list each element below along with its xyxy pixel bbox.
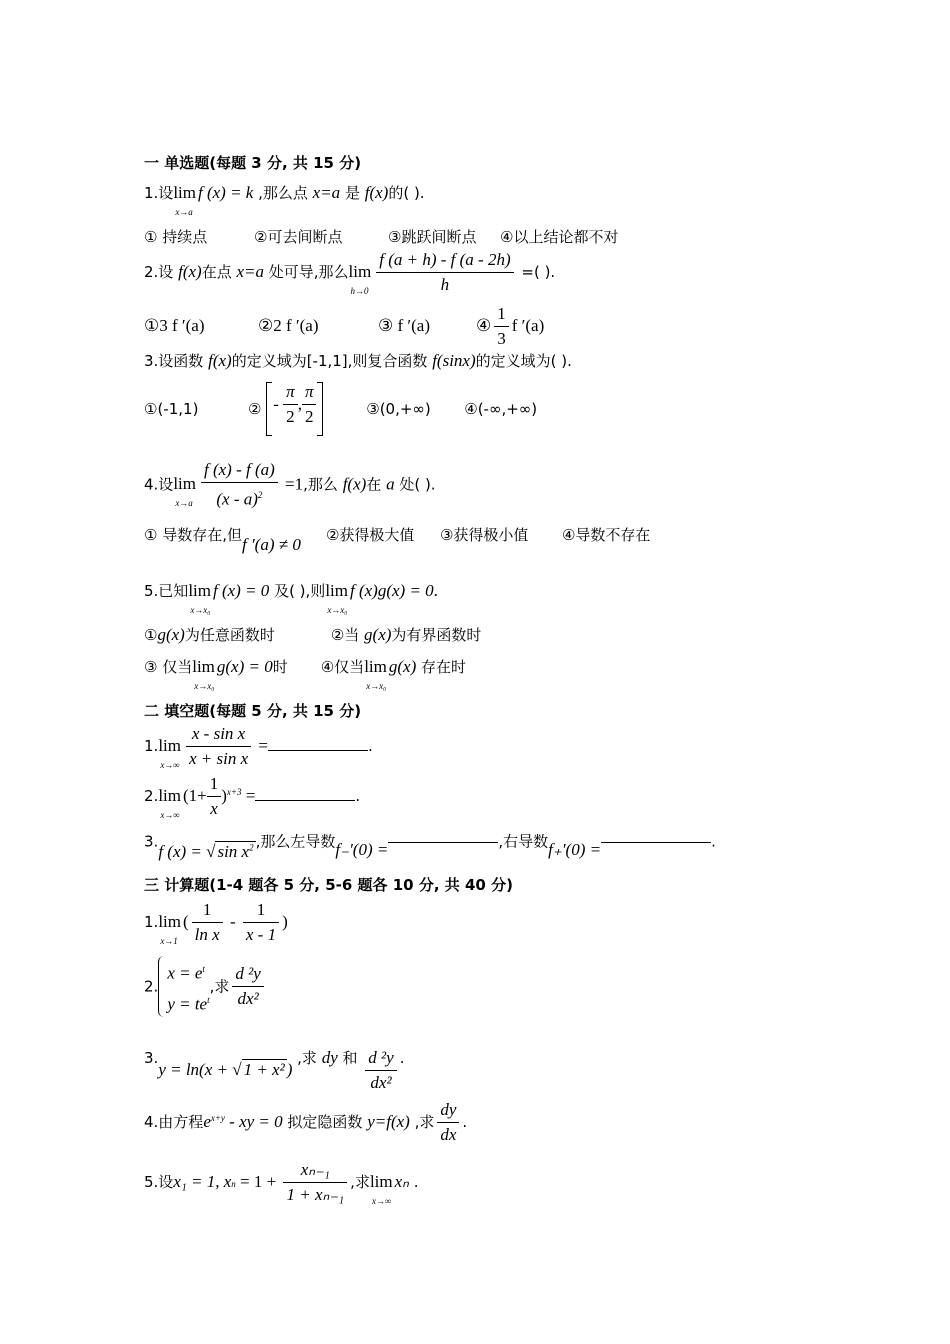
- param-x-exponent: t: [202, 964, 205, 974]
- period: .: [399, 1049, 405, 1067]
- fraction: [283, 1160, 347, 1205]
- interval-bracket: [266, 382, 323, 436]
- question-2-2: [144, 774, 360, 819]
- fraction-numerator: d ²y: [232, 964, 263, 987]
- limit-subscript: x→x₀: [190, 605, 211, 615]
- q-suffix: 处( ).: [394, 475, 436, 494]
- fraction-denominator: [201, 483, 278, 510]
- answer-blank[interactable]: [601, 842, 711, 843]
- limit: lim x→1: [158, 911, 181, 943]
- math-var: g(x): [157, 625, 185, 644]
- limit: lim x→∞: [158, 785, 181, 817]
- math-var: a: [386, 474, 395, 494]
- math-var: g(x): [364, 625, 392, 644]
- question-2-1: [144, 724, 373, 769]
- option-4-suffix: 存在时: [416, 658, 467, 676]
- question-1-5-options-a: [144, 624, 481, 646]
- q-text: ,右导数: [498, 832, 549, 851]
- option-3: ③跳跃间断点: [388, 228, 477, 246]
- fraction: [232, 964, 263, 1009]
- fraction: [207, 774, 222, 819]
- option-4: ④导数不存在: [561, 526, 651, 544]
- math-expr: - xy = 0: [224, 1112, 283, 1131]
- exponent: x+y: [210, 1113, 225, 1123]
- limit: lim h→0: [349, 261, 372, 293]
- fraction: [243, 900, 279, 945]
- math-var: f(x): [208, 351, 232, 370]
- q-prefix: 5.设: [144, 1173, 174, 1191]
- fraction-denominator: x + sin x: [188, 749, 249, 768]
- math-expr: f (x)g(x) = 0: [349, 581, 434, 600]
- question-1-4-options: [144, 524, 651, 554]
- option-1-num: ①: [144, 626, 158, 644]
- q-prefix: 3.设函数: [144, 352, 209, 370]
- math-expr: g(x): [388, 657, 417, 676]
- limit: lim x→a: [173, 182, 196, 214]
- math-var: f(sinx): [432, 351, 476, 370]
- limit: lim x→x₀: [188, 580, 211, 612]
- paren-close: ): [282, 912, 288, 931]
- q-text: 及( ),则: [269, 582, 326, 600]
- answer-blank[interactable]: [268, 749, 368, 751]
- minus-sign: -: [225, 912, 240, 931]
- fraction-numerator: 1: [207, 774, 222, 797]
- option-2: ②获得极大值: [325, 526, 415, 544]
- period: .: [355, 787, 361, 805]
- option-3: ③(0,+∞): [366, 400, 431, 418]
- radicand: 1 + x²: [243, 1060, 285, 1079]
- fraction-denominator: dx²: [237, 989, 259, 1009]
- limit-subscript: x→∞: [160, 760, 180, 770]
- subscript: n: [231, 1179, 236, 1189]
- exponent: x+3: [226, 787, 242, 797]
- q-text: ,求: [409, 1113, 435, 1131]
- fraction-numerator: xₙ₋₁: [283, 1160, 347, 1183]
- option-3: ③ f ′(a): [378, 316, 430, 335]
- param-y-exponent: t: [207, 994, 210, 1005]
- option-4: ④: [476, 316, 492, 335]
- q-text: 拟定隐函数: [282, 1113, 368, 1131]
- q-prefix: 2.设: [144, 263, 179, 281]
- fraction: [283, 382, 298, 427]
- q-suffix: 的( ).: [388, 184, 425, 202]
- limit-subscript: x→∞: [160, 810, 180, 820]
- fraction: [365, 1048, 396, 1093]
- q-prefix: 3.: [144, 832, 159, 851]
- period: .: [711, 832, 716, 851]
- q-text: ,那么左导数: [255, 832, 336, 851]
- fraction: [186, 724, 251, 769]
- question-1-1: [144, 182, 425, 217]
- param-x: x = e: [167, 963, 203, 983]
- limit: lim x→x₀: [325, 580, 348, 612]
- question-1-3: [144, 350, 572, 372]
- fraction-denominator: 3: [497, 329, 506, 348]
- q-text: 处可导,那么: [264, 263, 349, 281]
- question-1-3-options: [144, 382, 537, 438]
- fraction-denominator: 2: [286, 407, 295, 426]
- right-derivative: f₊′(0) =: [548, 839, 602, 859]
- option-1: ①3 f ′(a): [144, 316, 205, 335]
- fraction-numerator: 1: [192, 900, 223, 923]
- q-text: 和: [337, 1049, 363, 1067]
- q-text: ,求: [350, 1173, 370, 1191]
- paren-open: (: [182, 912, 189, 931]
- fraction-denominator: ln x: [194, 925, 220, 944]
- period: .: [408, 1173, 419, 1191]
- fraction-numerator: f (x) - f (a): [201, 460, 278, 483]
- math-var: y=f(x): [367, 1112, 410, 1131]
- math-var: f(x): [178, 262, 202, 281]
- option-4: ④(-∞,+∞): [464, 400, 538, 418]
- fraction-denominator: 2: [304, 407, 314, 426]
- option-2-num: ②当: [330, 626, 365, 644]
- fraction-numerator: 1: [494, 304, 509, 327]
- math-eq: =: [241, 786, 256, 805]
- math-expr: f (x) =: [158, 841, 207, 861]
- question-2-3: [144, 826, 716, 861]
- option-2: ②: [248, 400, 262, 418]
- fraction-denominator: x - 1: [245, 925, 277, 944]
- option-2-text: 为有界函数时: [391, 626, 482, 644]
- fraction: [437, 1100, 459, 1145]
- fraction-denominator: dx: [440, 1125, 457, 1144]
- option-1: ①(-1,1): [144, 400, 199, 418]
- period: .: [367, 737, 373, 755]
- limit: lim x→x₀: [364, 656, 387, 688]
- paren-close: ): [221, 786, 227, 805]
- q-text: 是: [340, 184, 365, 202]
- question-1-2-options: [144, 304, 544, 349]
- limit-subscript: x→a: [175, 498, 193, 509]
- fraction-numerator: π: [283, 382, 298, 405]
- question-3-4: [144, 1100, 467, 1145]
- q-prefix: 4.设: [144, 475, 174, 494]
- option-4-expr: f ′(a): [511, 316, 545, 335]
- option-2: ②可去间断点: [254, 228, 343, 246]
- answer-blank[interactable]: [388, 842, 498, 843]
- q-prefix: 2.: [144, 977, 159, 996]
- limit-subscript: x→∞: [371, 1196, 392, 1206]
- answer-blank[interactable]: [255, 799, 355, 801]
- q-text: 在: [366, 475, 387, 494]
- fraction-numerator: d ²y: [365, 1048, 396, 1071]
- fraction: [494, 304, 509, 349]
- question-3-5: [144, 1160, 419, 1205]
- q-text: 在点: [201, 263, 237, 281]
- option-4: ④以上结论都不对: [500, 228, 619, 246]
- option-1-expr: f ′(a) ≠ 0: [241, 535, 301, 554]
- option-3-suffix: 时: [272, 658, 288, 676]
- math-var: x=a: [312, 183, 341, 202]
- fraction-denominator: dx²: [370, 1073, 392, 1092]
- math-var: f(x): [342, 474, 367, 494]
- fraction: [376, 250, 513, 295]
- option-4-text: ④仅当: [320, 658, 365, 676]
- q-prefix: 1.: [144, 737, 159, 755]
- q-text: ,求: [209, 977, 230, 996]
- option-1: ① 导数存在,但: [144, 526, 242, 544]
- math-var: x=a: [236, 262, 264, 281]
- limit: lim x→x₀: [192, 656, 215, 688]
- sqrt-radicand: [215, 841, 255, 861]
- option-3: ③获得极小值: [439, 526, 529, 544]
- math-eq: =1: [280, 474, 304, 494]
- limit-subscript: x→1: [160, 936, 178, 946]
- q-prefix: 3.: [144, 1049, 159, 1067]
- question-1-4: [144, 460, 436, 510]
- math-base: e: [203, 1112, 211, 1131]
- math-eq: =: [254, 736, 268, 755]
- math-expr-block: y = ln(x + √ 1 + x² ): [158, 1060, 293, 1079]
- math-var: xₙ: [394, 1172, 409, 1191]
- fraction-numerator: dy: [437, 1100, 459, 1123]
- fraction-numerator: π: [302, 382, 317, 405]
- q-prefix: 4.由方程: [144, 1113, 204, 1131]
- question-3-2: [144, 956, 267, 1017]
- period: .: [462, 1113, 468, 1131]
- section-title-computation: 三 计算题(1-4 题各 5 分, 5-6 题各 10 分, 共 40 分): [144, 876, 513, 894]
- math-var: f(x): [364, 183, 389, 202]
- question-3-1: [144, 900, 288, 945]
- limit: lim x→∞: [370, 1171, 393, 1203]
- option-2: ②2 f ′(a): [258, 316, 319, 335]
- math-expr: f (x) = 0: [212, 581, 270, 600]
- fraction-numerator: x - sin x: [186, 724, 251, 747]
- minus-sign: -: [273, 394, 284, 414]
- math-var: dy: [321, 1048, 338, 1067]
- math-expr: g(x) = 0: [216, 657, 273, 676]
- fraction-denominator: 1 + xₙ₋₁: [286, 1185, 345, 1204]
- math-expr: x₁ = 1, x: [173, 1172, 232, 1191]
- limit: lim x→a: [173, 473, 196, 505]
- option-1: ① 持续点: [144, 228, 208, 246]
- math-eq: = 1 +: [235, 1172, 281, 1191]
- q-prefix: 1.: [144, 913, 159, 931]
- parametric-system: [158, 956, 209, 1017]
- q-suffix: =( ).: [516, 263, 556, 281]
- denominator-base: (x - a): [216, 489, 258, 509]
- radicand: sin x: [217, 841, 250, 861]
- q-prefix: 5.已知: [144, 582, 189, 600]
- fraction-denominator: h: [440, 275, 450, 294]
- question-3-3: [144, 1036, 405, 1092]
- limit-subscript: x→x₀: [327, 605, 348, 615]
- option-3-text: ③ 仅当: [144, 658, 193, 676]
- question-1-1-options: [144, 226, 618, 248]
- math-expr: y = ln(x +: [158, 1060, 233, 1079]
- paren-close: ): [286, 1060, 293, 1079]
- q-prefix: 2.: [144, 787, 159, 805]
- section-title-single-choice: 一 单选题(每题 3 分, 共 15 分): [144, 154, 362, 172]
- fraction-numerator: f (a + h) - f (a - 2h): [376, 250, 513, 273]
- math-expr-block: f (x) = √ $\sin x^2$: [158, 841, 254, 861]
- left-derivative: f₋′(0) =: [335, 839, 389, 859]
- paren-open: (1+: [182, 786, 207, 805]
- option-1-text: 为任意函数时: [184, 626, 275, 644]
- q-prefix: 1.设: [144, 184, 174, 202]
- limit-subscript: x→x₀: [194, 681, 215, 691]
- limit-subscript: x→a: [175, 207, 193, 217]
- limit: lim x→∞: [158, 735, 181, 767]
- fraction-denominator: x: [210, 799, 218, 818]
- question-1-5-options-b: [144, 656, 467, 691]
- section-title-fill-in: 二 填空题(每题 5 分, 共 15 分): [144, 702, 362, 720]
- q-text: ,求: [292, 1049, 322, 1067]
- param-y: y = te: [167, 994, 208, 1014]
- q-text: 的定义域为[-1,1],则复合函数: [231, 352, 433, 370]
- q-text: ,那么: [303, 475, 343, 494]
- fraction: [201, 460, 278, 510]
- fraction-numerator: 1: [243, 900, 279, 923]
- fraction: [302, 382, 317, 427]
- radicand-exponent: 2: [249, 842, 254, 852]
- limit-subscript: h→0: [350, 286, 369, 296]
- limit-subscript: x→x₀: [366, 681, 387, 691]
- q-text: ,那么点: [253, 184, 313, 202]
- denominator-exponent: 2: [257, 490, 263, 500]
- q-suffix: 的定义域为( ).: [475, 352, 572, 370]
- fraction: [192, 900, 223, 945]
- question-1-2: [144, 250, 555, 295]
- question-1-5: 5.已知lim x→x₀ f (x) = 0 及( ),则lim x→x₀ f (x)g(x) = 0.: [144, 580, 438, 612]
- comma: ,: [297, 394, 302, 414]
- math-expr: f (x) = k: [197, 183, 254, 202]
